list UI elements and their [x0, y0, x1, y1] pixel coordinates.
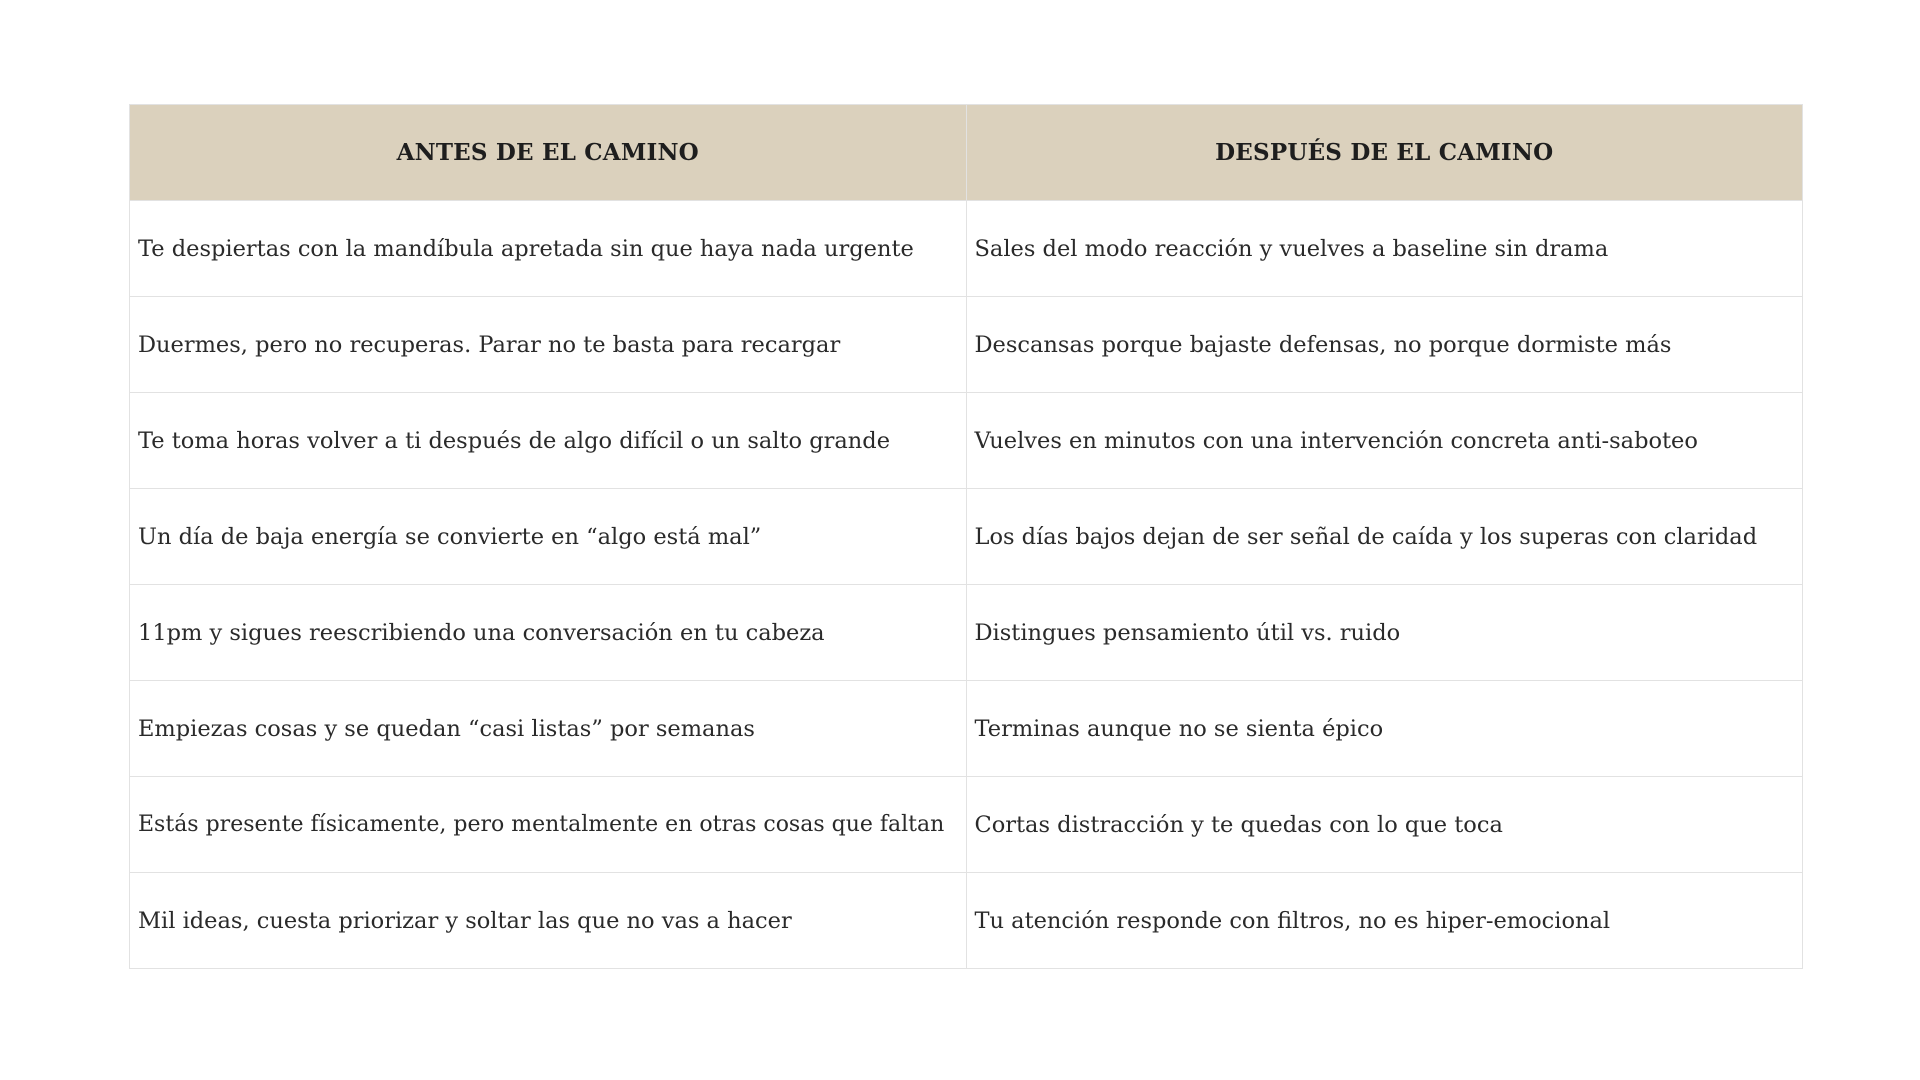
- cell-before: Un día de baja energía se convierte en “algo está mal”: [130, 489, 967, 585]
- cell-before: Mil ideas, cuesta priorizar y soltar las que no vas a hacer: [130, 873, 967, 969]
- table-row: [130, 297, 1803, 393]
- cell-after: Vuelves en minutos con una intervención concreta anti-saboteo: [966, 393, 1803, 489]
- header-before: ANTES DE EL CAMINO: [130, 105, 967, 201]
- table-row: [130, 393, 1803, 489]
- cell-after: Sales del modo reacción y vuelves a baseline sin drama: [966, 201, 1803, 297]
- cell-before: 11pm y sigues reescribiendo una conversación en tu cabeza: [130, 585, 967, 681]
- table-row: [130, 585, 1803, 681]
- cell-before: Duermes, pero no recuperas. Parar no te basta para recargar: [130, 297, 967, 393]
- cell-before: Te toma horas volver a ti después de algo difícil o un salto grande: [130, 393, 967, 489]
- table-row: [130, 201, 1803, 297]
- table-row: [130, 489, 1803, 585]
- comparison-table: [129, 104, 1803, 969]
- cell-after: Cortas distracción y te quedas con lo que toca: [966, 777, 1803, 873]
- header-after: DESPUÉS DE EL CAMINO: [966, 105, 1803, 201]
- cell-after: Distingues pensamiento útil vs. ruido: [966, 585, 1803, 681]
- table-header-row: [130, 105, 1803, 201]
- cell-before: Te despiertas con la mandíbula apretada sin que haya nada urgente: [130, 201, 967, 297]
- cell-after: Tu atención responde con filtros, no es hiper-emocional: [966, 873, 1803, 969]
- cell-before: Estás presente físicamente, pero mentalmente en otras cosas que faltan: [130, 777, 967, 873]
- table-row: [130, 681, 1803, 777]
- table-row: [130, 777, 1803, 873]
- table-row: [130, 873, 1803, 969]
- cell-before: Empiezas cosas y se quedan “casi listas” por semanas: [130, 681, 967, 777]
- cell-after: Los días bajos dejan de ser señal de caída y los superas con claridad: [966, 489, 1803, 585]
- comparison-table-container: [129, 104, 1803, 969]
- cell-after: Descansas porque bajaste defensas, no porque dormiste más: [966, 297, 1803, 393]
- cell-after: Terminas aunque no se sienta épico: [966, 681, 1803, 777]
